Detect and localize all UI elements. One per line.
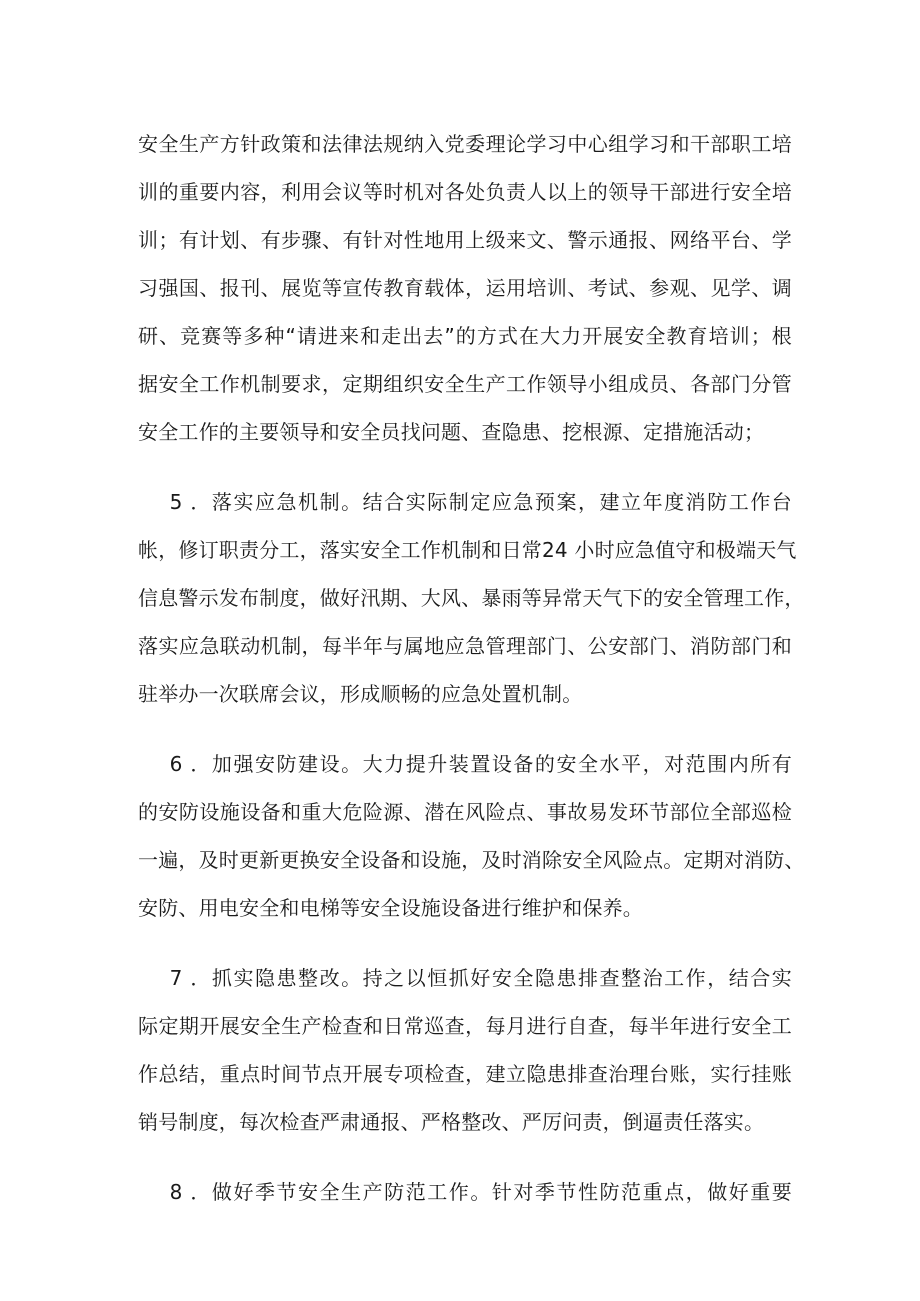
text-line: 8 ．做好季节安全生产防范工作。针对季节性防范重点，做好重要 [138, 1180, 792, 1204]
paragraph-item-7 [138, 954, 792, 1146]
paragraph-item-5 [138, 478, 805, 718]
document-page [138, 120, 805, 1216]
text-line: 据安全工作机制要求，定期组织安全生产工作领导小组成员、各部门分管 [138, 372, 792, 396]
paragraph-item-8 [138, 1168, 792, 1216]
text-line: 安防、用电安全和电梯等安全设施设备进行维护和保养。 [138, 896, 643, 920]
text-line: 帐，修订职责分工，落实安全工作机制和日常24 小时应急值守和极端天气 [138, 538, 797, 562]
text-line: 信息警示发布制度，做好汛期、大风、暴雨等异常天气下的安全管理工作， [138, 586, 805, 610]
text-line: 训的重要内容，利用会议等时机对各处负责人以上的领导干部进行安全培 [138, 180, 792, 204]
text-line: 研、竞赛等多种“请进来和走出去”的方式在大力开展安全教育培训；根 [138, 324, 792, 348]
text-line: 驻举办一次联席会议，形成顺畅的应急处置机制。 [138, 682, 583, 706]
text-line: 6 ．加强安防建设。大力提升装置设备的安全水平，对范围内所有 [138, 752, 792, 776]
text-line: 安全生产方针政策和法律法规纳入党委理论学习中心组学习和干部职工培 [138, 132, 792, 156]
paragraph-safety-training [138, 120, 792, 456]
text-line: 销号制度，每次检查严肃通报、严格整改、严厉问责，倒逼责任落实。 [138, 1110, 765, 1134]
text-line: 训；有计划、有步骤、有针对性地用上级来文、警示通报、网络平台、学 [138, 228, 792, 252]
text-line: 际定期开展安全生产检查和日常巡查，每月进行自查，每半年进行安全工 [138, 1014, 792, 1038]
text-line: 一遍，及时更新更换安全设备和设施，及时消除安全风险点。定期对消防、 [138, 848, 805, 872]
paragraph-item-6 [138, 740, 805, 932]
text-line: 作总结，重点时间节点开展专项检查，建立隐患排查治理台账，实行挂账 [138, 1062, 792, 1086]
text-line: 7 ．抓实隐患整改。持之以恒抓好安全隐患排查整治工作，结合实 [138, 966, 792, 990]
text-line: 5 ．落实应急机制。结合实际制定应急预案，建立年度消防工作台 [138, 490, 792, 514]
text-line: 落实应急联动机制，每半年与属地应急管理部门、公安部门、消防部门和 [138, 634, 792, 658]
text-line: 安全工作的主要领导和安全员找问题、查隐患、挖根源、定措施活动； [138, 420, 765, 444]
text-line: 的安防设施设备和重大危险源、潜在风险点、事故易发环节部位全部巡检 [138, 800, 792, 824]
text-line: 习强国、报刊、展览等宣传教育载体，运用培训、考试、参观、见学、调 [138, 276, 792, 300]
